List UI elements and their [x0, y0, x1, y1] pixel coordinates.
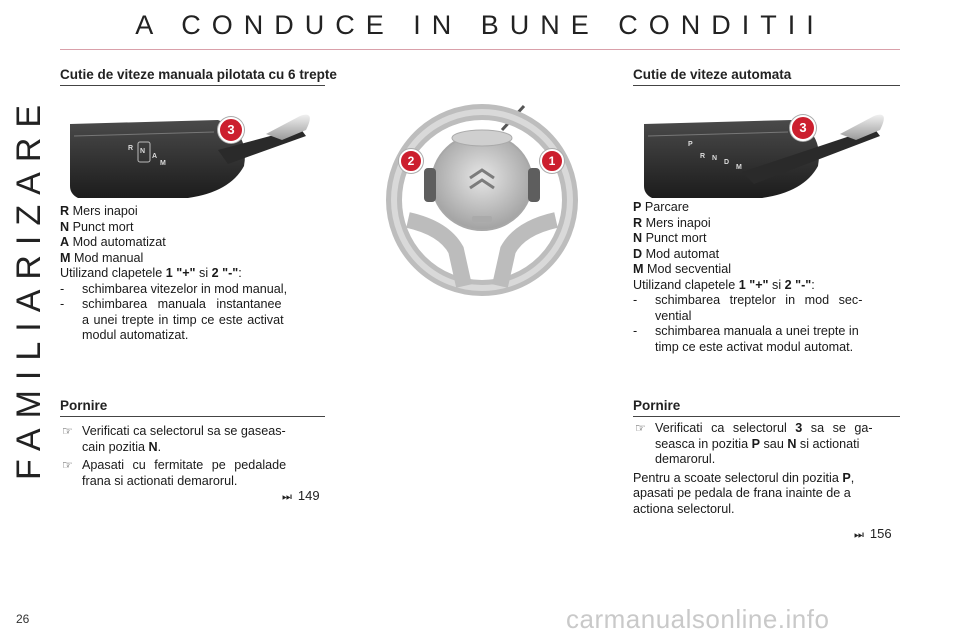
mode-line [60, 251, 330, 267]
lever-letter-p: P [688, 141, 693, 148]
text-bold: P [751, 436, 761, 451]
mode-label: Mers inapoi [645, 215, 711, 230]
lever-letter-n: N [712, 155, 718, 162]
pointing-hand-icon: ☞ [62, 424, 73, 438]
mode-line [633, 231, 901, 247]
mode-code: M [633, 262, 644, 276]
list-item-text: timp ce este activat modul automat. [655, 339, 854, 354]
right-heading-rule [633, 85, 900, 86]
right-start-rule [633, 416, 900, 417]
text-part: sa se ga- [802, 421, 873, 435]
mode-label: Parcare [644, 200, 690, 214]
mode-code: P [633, 200, 642, 214]
mode-code: A [60, 235, 70, 249]
mode-label: Mod manual [74, 250, 144, 265]
list-item-text: Verificati ca selectorul sa se gaseas- [82, 424, 286, 438]
list-item [633, 421, 901, 468]
mode-code: D [633, 246, 643, 261]
list-item-text: schimbarea manuala instantanee [82, 297, 282, 311]
right-start-text [633, 421, 901, 517]
text-bold: N [148, 439, 158, 454]
section-side-label: FAMILIARIZARE [10, 94, 48, 480]
paddle-instruction [633, 278, 901, 294]
text-part: si actionati [796, 436, 860, 451]
list-item-text: modul automatizat. [82, 328, 189, 342]
list-item-text: vential [655, 308, 692, 323]
list-item [60, 297, 330, 344]
dash-marker: - [60, 281, 65, 296]
mode-label: Mod secvential [647, 262, 731, 276]
lever-letter-m: M [160, 160, 166, 167]
paddle-suffix: : [811, 277, 815, 292]
mode-label: Mod automat [645, 246, 720, 261]
callout-badge: 3 [790, 115, 816, 141]
mode-code: N [633, 231, 643, 245]
page-title: A CONDUCE IN BUNE CONDITII [135, 10, 825, 40]
text-bold: P [842, 470, 851, 485]
right-start-heading: Pornire [633, 398, 681, 413]
left-modes-text [60, 204, 330, 344]
list-item-text [82, 440, 330, 456]
list-item [60, 282, 330, 298]
mode-label: Punct mort [72, 219, 134, 234]
left-start-rule [60, 416, 325, 417]
fast-forward-icon: ⏭ [282, 491, 292, 503]
text-bold: 3 [795, 421, 803, 435]
watermark-text: carmanualsonline.info [566, 604, 830, 634]
page-number: 26 [16, 612, 30, 626]
text-part: seasca in pozitia [655, 436, 752, 451]
list-item-text: Apasati cu fermitate pe pedalade [82, 458, 287, 472]
mode-line [633, 216, 901, 232]
manual-gear-lever-image [68, 106, 320, 202]
text-part: , [850, 470, 855, 485]
mode-line [60, 220, 330, 236]
list-item-text: schimbarea manuala a unei trepte in [655, 324, 859, 338]
mode-line [633, 262, 901, 278]
note-line: actiona selectorul. [633, 501, 735, 516]
paddle-prefix: Utilizand clapetele [60, 266, 166, 280]
lever-letter-d: D [724, 159, 730, 166]
page-reference[interactable] [282, 488, 320, 504]
left-heading-rule [60, 85, 325, 86]
mode-line [60, 204, 330, 220]
list-item [60, 424, 330, 455]
text-part: . [157, 439, 162, 454]
mode-line [60, 235, 330, 251]
lever-letter-r: R [700, 153, 706, 160]
text-part: Pentru a scoate selectorul din pozitia [633, 470, 843, 485]
callout-badge-plus-paddle: 1 [540, 149, 564, 173]
mode-code: R [633, 215, 643, 230]
list-item-text: demarorul. [655, 452, 716, 466]
dash-marker: - [633, 324, 638, 338]
callout-badge-minus-paddle: 2 [399, 149, 423, 173]
paddle-suffix: : [238, 266, 242, 280]
list-item [60, 458, 330, 489]
text-part: cain pozitia [82, 439, 149, 454]
paddle-minus-key: 2 "-" [211, 266, 239, 280]
lever-letter-n: N [140, 148, 146, 155]
paddle-mid: si [195, 266, 212, 280]
paddle-prefix: Utilizand clapetele [633, 277, 739, 292]
reference-page-number: 156 [869, 526, 892, 541]
paddle-plus-key: 1 "+" [738, 277, 769, 292]
lever-letter-r: R [128, 145, 134, 152]
list-item-text: a unei trepte in timp ce este activat [82, 312, 284, 327]
text-part: Verificati ca selectorul [655, 421, 796, 435]
paddle-plus-key: 1 "+" [165, 266, 196, 280]
list-item-text: schimbarea vitezelor in mod manual, [82, 281, 288, 296]
mode-code: R [60, 204, 70, 218]
left-section-heading: Cutie de viteze manuala pilotata cu 6 trepte [60, 67, 337, 82]
note-paragraph [633, 471, 901, 518]
paddle-minus-key: 2 "-" [784, 277, 812, 292]
mode-label: Mod automatizat [72, 235, 166, 249]
mode-line [633, 200, 901, 216]
list-item-text: schimbarea treptelor in mod sec- [655, 293, 863, 307]
mode-code: M [60, 250, 71, 265]
mode-label: Mers inapoi [72, 204, 138, 218]
list-item-text: frana si actionati demarorul. [82, 473, 238, 488]
left-start-text [60, 424, 330, 492]
pointing-hand-icon: ☞ [62, 458, 73, 472]
reference-page-number: 149 [297, 488, 320, 503]
callout-badge: 3 [218, 117, 244, 143]
automatic-gear-lever-image [642, 106, 894, 202]
right-section-heading: Cutie de viteze automata [633, 67, 792, 82]
note-line [633, 471, 901, 487]
fast-forward-icon: ⏭ [854, 529, 864, 541]
dash-marker: - [60, 297, 65, 311]
right-modes-text [633, 200, 901, 355]
page-reference[interactable] [854, 526, 892, 542]
lever-letter-a: A [152, 153, 158, 160]
pointing-hand-icon: ☞ [635, 421, 646, 435]
dash-marker: - [633, 293, 638, 307]
left-start-heading: Pornire [60, 398, 108, 413]
list-item [633, 293, 901, 324]
list-item-text [655, 421, 901, 437]
title-divider [60, 49, 900, 50]
mode-code: N [60, 219, 70, 234]
paddle-mid: si [768, 277, 785, 292]
text-bold: N [787, 436, 797, 451]
paddle-instruction [60, 266, 330, 282]
list-item-text [655, 437, 901, 453]
mode-label: Punct mort [645, 231, 707, 245]
steering-wheel-image [384, 100, 580, 296]
mode-line [633, 247, 901, 263]
note-line: apasati pe pedala de frana inainte de a [633, 486, 851, 500]
lever-letter-m: M [736, 164, 742, 171]
list-item [633, 324, 901, 355]
text-part: sau [760, 436, 788, 451]
